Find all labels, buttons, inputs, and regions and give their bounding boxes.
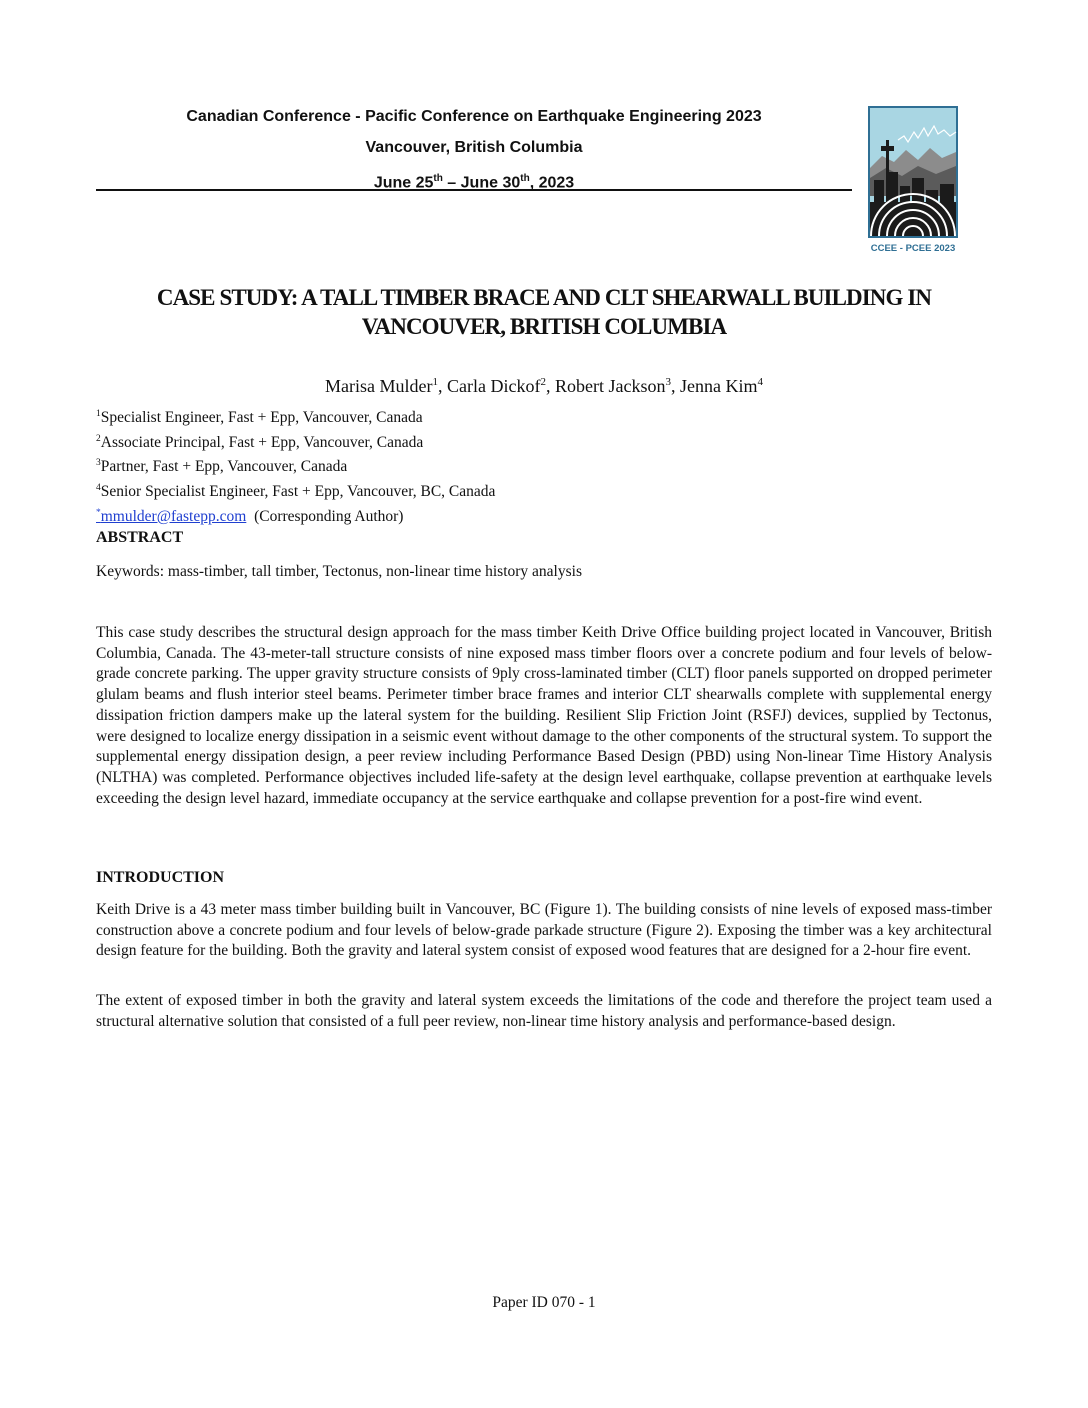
conference-name: Canadian Conference - Pacific Conference on Earthquake Engineering 2023 bbox=[186, 108, 762, 125]
abstract-heading: ABSTRACT bbox=[96, 529, 184, 546]
email-link[interactable]: *mmulder@fastepp.com bbox=[96, 507, 247, 525]
corresponding-note: (Corresponding Author) bbox=[254, 507, 404, 525]
corresponding-author bbox=[96, 503, 796, 528]
author-name: Marisa Mulder bbox=[325, 376, 433, 396]
conference-header bbox=[96, 104, 852, 197]
affiliation-item: $^4$Senior Specialist Engineer, Fast + Epp, Vancouver, BC, Canada bbox=[96, 482, 496, 501]
conference-dates: June 25th – June 30th, 2023 bbox=[373, 173, 575, 192]
introduction-heading: INTRODUCTION bbox=[96, 869, 225, 886]
affiliation-list bbox=[96, 404, 796, 527]
page-footer: Paper ID 070 - 1 bbox=[492, 1294, 596, 1311]
author-name: Jenna Kim bbox=[679, 376, 758, 396]
header-divider bbox=[96, 189, 852, 191]
intro-paragraph-2: The extent of exposed timber in both the gravity and lateral system exceeds the limitations of the code and therefore the project team used a structural alternative solution that consisted of a full peer review, non-linear time history analysis and performance-based design. bbox=[96, 992, 992, 1030]
intro-paragraph-1: Keith Drive is a 43 meter mass timber building built in Vancouver, BC (Figure 1). The building consists of nine levels of exposed mass-timber construction above a concrete podium and four levels of below-grade parkade structure (Figure 2). Exposing the timber was a key architectural design feature for the building. Both the gravity and lateral system consist of exposed wood features that are designed for a 2-hour fire event. bbox=[96, 901, 992, 960]
affiliation-item: $^3$Partner, Fast + Epp, Vancouver, Canada bbox=[96, 458, 348, 476]
abstract-body: This case study describes the structural design approach for the mass timber Keith Drive Office building project located in Vancouver, British Columbia, Canada. The 43-meter-tall structure consists of nine exposed mass timber floors over a concrete podium and four levels of below-grade concrete parking. The upper gravity structure consists of 9ply cross-laminated timber (CLT) floor panels supported on dropped perimeter glulam beams and flush interior steel beams. Perimeter timber brace frames and interior CLT shearwalls complete with supplemental energy dissipation friction dampers make up the lateral system for the building. Resilient Slip Friction Joint (RSFJ) devices, supplied by Tectonus, were designed to localize energy dissipation in a seismic event without damage to the other components of the structural system. To support the supplemental energy dissipation design, a peer review including Performance Based Design (PBD) using Non-linear Time History Analysis (NLTHA) was completed. Performance objectives included life-safety at the design level earthquake, collapse prevention at earthquake levels exceeding the design level hazard, immediate occupancy at the service earthquake and collapse prevention for a post-fire wind event. bbox=[96, 624, 992, 807]
author-name: Carla Dickof bbox=[447, 376, 541, 396]
author-list: Marisa Mulder$^1$, Carla Dickof$^2$, Robert Jackson$^3$, Jenna Kim$^4$ bbox=[325, 376, 763, 396]
author-name: Robert Jackson bbox=[554, 376, 666, 396]
affiliation-item: $^1$Specialist Engineer, Fast + Epp, Vancouver, Canada bbox=[96, 409, 423, 427]
paper-title: CASE STUDY: A TALL TIMBER BRACE AND CLT SHEARWALL BUILDING IN VANCOUVER, BRITISH COLUMBIA bbox=[156, 285, 932, 339]
keywords: Keywords: mass-timber, tall timber, Tectonus, non-linear time history analysis bbox=[96, 563, 582, 580]
affiliation-item: $^2$Associate Principal, Fast + Epp, Vancouver, Canada bbox=[96, 433, 424, 451]
conference-location: Vancouver, British Columbia bbox=[365, 139, 583, 156]
logo-caption: CCEE - PCEE 2023 bbox=[870, 243, 956, 254]
conference-logo bbox=[868, 106, 958, 258]
